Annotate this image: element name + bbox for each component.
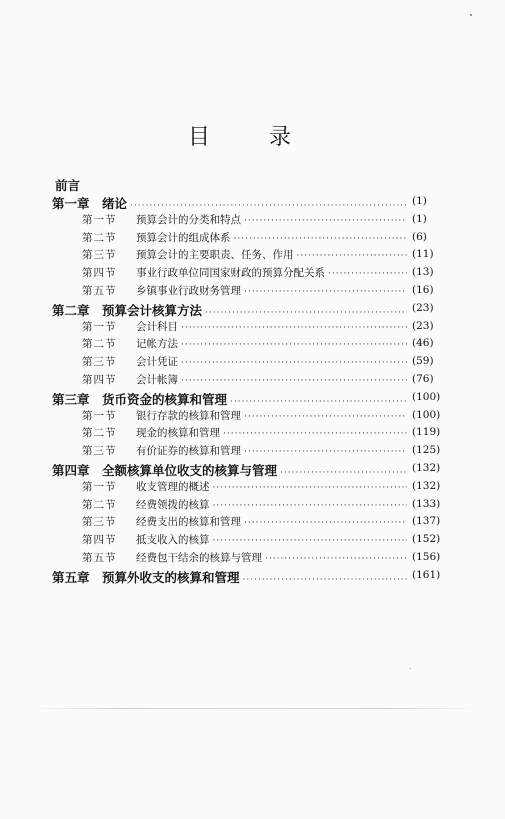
toc-section-entry <box>82 372 410 388</box>
toc-page-number: (119) <box>412 426 441 439</box>
toc-leader-dots <box>181 376 407 386</box>
toc-section-entry <box>82 479 410 495</box>
toc-entry-title: 预算会计的分类和特点 <box>136 213 241 226</box>
toc-entry-title: 抵支收入的核算 <box>136 534 210 547</box>
toc-entry-number: 第二节 <box>82 498 117 511</box>
toc-page-number: (152) <box>412 533 441 546</box>
toc-section-entry <box>82 550 410 566</box>
toc-section-entry <box>82 497 410 513</box>
toc-chapter-entry <box>52 568 410 584</box>
toc-section-entry <box>82 283 410 299</box>
toc-section-entry <box>82 408 410 424</box>
toc-entry-number: 第三节 <box>82 516 117 529</box>
toc-leader-dots <box>244 447 407 457</box>
toc-section-entry <box>82 265 410 281</box>
toc-page-number: (1) <box>412 195 427 207</box>
toc-chapter-entry <box>52 390 410 406</box>
toc-leader-dots <box>130 201 407 210</box>
toc-entry-number: 第二节 <box>82 427 117 440</box>
toc-entry-title: 会计科目 <box>136 320 178 333</box>
toc-entry-number: 第二节 <box>82 231 117 244</box>
toc-section-entry <box>82 247 410 263</box>
toc-leader-dots <box>328 269 407 279</box>
toc-page-number: (23) <box>412 319 434 332</box>
toc-entry-title: 现金的核算和管理 <box>136 427 220 440</box>
toc-entry-title: 银行存款的核算和管理 <box>136 409 241 422</box>
toc-entry-number: 第二节 <box>82 338 117 351</box>
toc-entry-title: 预算会计的组成体系 <box>136 231 231 244</box>
toc-entry-number: 第五节 <box>82 552 117 564</box>
scan-speck <box>410 668 411 669</box>
toc-page-number: (76) <box>412 373 434 385</box>
toc-entry-number: 第四节 <box>82 374 117 386</box>
toc-entry-number: 第三节 <box>82 249 117 262</box>
toc-leader-dots <box>213 483 408 493</box>
toc-leader-dots <box>213 501 408 511</box>
toc-entry-title: 预算会计核算方法 <box>102 302 203 317</box>
toc-leader-dots <box>181 358 407 368</box>
toc-section-entry <box>82 319 410 335</box>
toc-entry-title: 事业行政单位同国家财政的预算分配关系 <box>136 267 325 280</box>
scan-artifact-line <box>30 708 480 709</box>
toc-entry-title: 有价证券的核算和管理 <box>136 445 241 458</box>
toc-leader-dots <box>265 554 407 564</box>
toc-entry-title: 乡镇事业行政财务管理 <box>136 285 241 297</box>
toc-page-number: (13) <box>412 266 434 279</box>
toc-leader-dots <box>234 234 408 244</box>
toc-entry-number: 第三节 <box>82 356 117 369</box>
toc-chapter-entry <box>52 461 410 477</box>
toc-entry-title: 收支管理的概述 <box>136 480 210 493</box>
toc-page-number: (100) <box>412 390 441 403</box>
toc-page-number: (161) <box>412 568 441 581</box>
toc-entry-title: 全额核算单位收支的核算与管理 <box>102 463 278 477</box>
toc-page-number: (132) <box>412 462 441 474</box>
toc-entry-number: 第一节 <box>82 320 117 333</box>
toc-page-number: (23) <box>412 301 434 314</box>
toc-leader-dots <box>243 575 407 584</box>
toc-chapter-entry <box>52 301 410 317</box>
toc-entry-title: 预算会计的主要职责、任务、作用 <box>136 249 294 262</box>
toc-leader-dots <box>223 429 407 439</box>
toc-entry-title: 会计帐簿 <box>136 374 178 386</box>
toc-page-number: (132) <box>412 479 441 492</box>
toc-leader-dots <box>213 536 408 546</box>
toc-page-number: (133) <box>412 497 441 510</box>
toc-leader-dots <box>230 397 407 406</box>
toc-entry-number: 第三节 <box>82 445 117 458</box>
toc-page-number: (156) <box>412 551 441 563</box>
toc-entry-number: 第二章 <box>52 302 90 317</box>
toc-leader-dots <box>244 216 407 226</box>
toc-page-number: (6) <box>412 230 427 243</box>
toc-page-number: (125) <box>412 444 441 457</box>
toc-entry-title: 预算外收支的核算和管理 <box>102 569 240 584</box>
toc-chapter-entry <box>52 194 410 210</box>
toc-section-entry <box>82 336 410 352</box>
page-title: 目 录 <box>188 125 317 150</box>
toc-page-number: (16) <box>412 284 434 296</box>
toc-leader-dots <box>244 412 407 422</box>
toc-entry-number: 第三章 <box>52 391 90 406</box>
toc-page-number: (11) <box>412 248 434 261</box>
toc-entry-number: 第四节 <box>82 267 117 280</box>
toc-leader-dots <box>244 287 407 297</box>
toc-page-number: (100) <box>412 408 441 421</box>
toc-leader-dots <box>244 518 407 528</box>
toc-entry-title: 会计凭证 <box>136 356 178 369</box>
toc-leader-dots <box>280 468 407 477</box>
toc-section-entry <box>82 425 410 441</box>
toc-entry-title: 绪论 <box>102 196 128 210</box>
scan-speck <box>470 14 472 16</box>
toc-page-number: (137) <box>412 515 441 528</box>
toc-section-entry <box>82 230 410 246</box>
toc-leader-dots <box>181 323 407 333</box>
toc-leader-dots <box>181 340 407 350</box>
toc-section-entry <box>82 532 410 548</box>
toc-page-number: (1) <box>412 212 427 225</box>
toc-entry-title: 经费支出的核算和管理 <box>136 516 241 529</box>
toc-leader-dots <box>297 251 408 261</box>
foreword-heading: 前言 <box>55 178 81 193</box>
toc-entry-number: 第一节 <box>82 213 117 226</box>
toc-section-entry <box>82 212 410 228</box>
toc-entry-number: 第五节 <box>82 285 117 297</box>
toc-section-entry <box>82 514 410 530</box>
toc-entry-number: 第五章 <box>52 569 90 584</box>
toc-section-entry <box>82 354 410 370</box>
toc-entry-title: 货币资金的核算和管理 <box>102 391 228 406</box>
toc-entry-number: 第一章 <box>52 196 90 210</box>
toc-section-entry <box>82 443 410 459</box>
toc-entry-title: 经费包干结余的核算与管理 <box>136 552 262 564</box>
toc-entry-title: 记帐方法 <box>136 338 178 351</box>
toc-entry-number: 第一节 <box>82 480 117 493</box>
toc-entry-number: 第一节 <box>82 409 117 422</box>
toc-page-number: (59) <box>412 355 434 368</box>
toc-page-number: (46) <box>412 337 434 350</box>
toc-entry-number: 第四章 <box>52 463 90 477</box>
toc-entry-number: 第四节 <box>82 534 117 547</box>
toc-leader-dots <box>205 308 407 317</box>
toc-entry-title: 经费领拨的核算 <box>136 498 210 511</box>
